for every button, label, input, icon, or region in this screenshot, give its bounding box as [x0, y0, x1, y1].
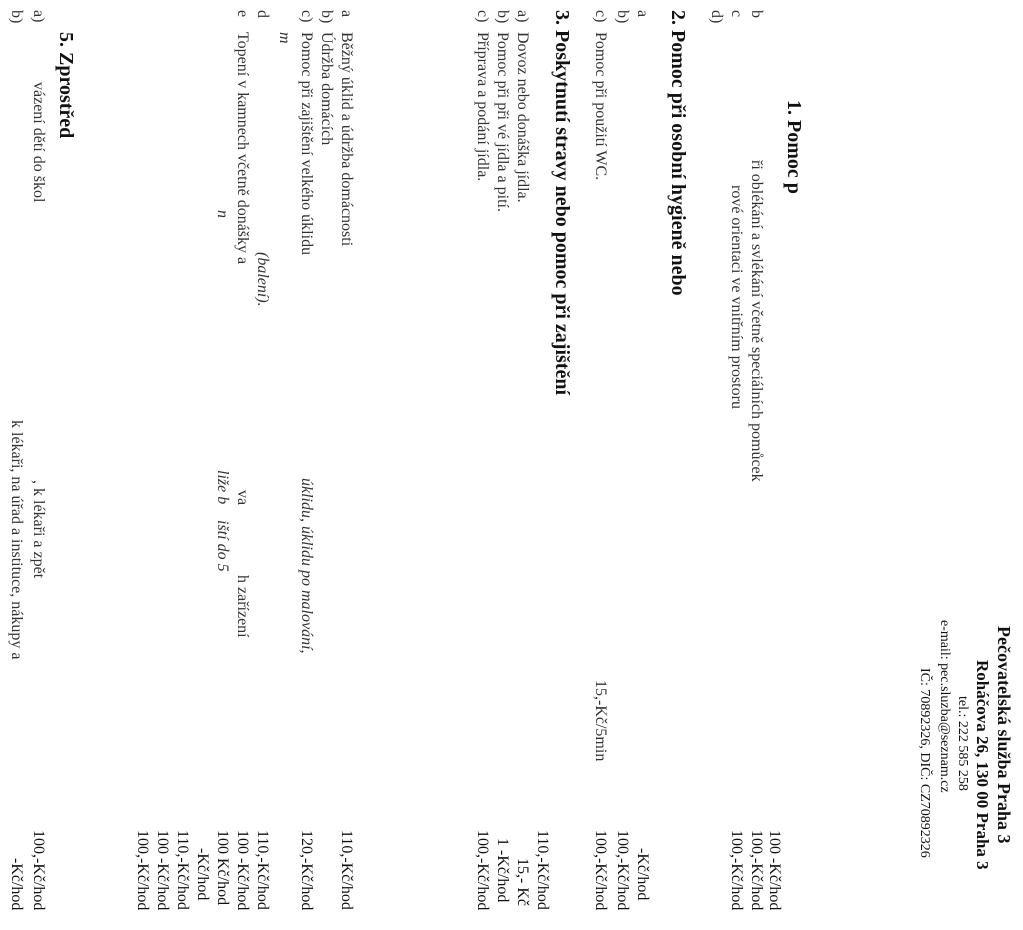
section-5-marker-a: a)	[30, 10, 47, 23]
section-3-title: 3. Poskytnutí stravy nebo pomoc při zajištění	[551, 10, 573, 395]
section-1-price-c: 100,-Kč/hod	[728, 830, 745, 911]
section-1-marker-c: c	[728, 10, 745, 18]
section-1-price-top: 100 -Kč/hod	[766, 830, 783, 911]
section-4-mid-zarizeni: h zařízení	[234, 575, 251, 638]
org-ic: IČ: 70892326, DIČ: CZ70892326	[917, 668, 932, 858]
section-4-item-m: m	[276, 32, 293, 44]
section-3-price-b: 1 -Kč/hod	[494, 838, 511, 903]
section-1-item-c: rové orientaci ve vnitřním prostoru	[728, 185, 745, 409]
section-3-price-a: 15,- Kč	[514, 858, 531, 906]
section-1-title: 1. Pomoc p	[783, 100, 805, 194]
section-3-marker-a: a)	[514, 10, 531, 23]
section-2-marker-b: b)	[614, 10, 631, 24]
section-3-price-c: 100,-Kč/hod	[474, 830, 491, 911]
section-1-item-b: ři oblékání a svlékání včetně speciálních pomůcek	[748, 160, 765, 482]
section-3-marker-c: c)	[474, 10, 491, 23]
section-2-item-c: Pomoc při použití WC.	[592, 32, 609, 181]
section-1-marker-b: b	[748, 10, 765, 18]
section-5-price-a: 100,-Kč/hod	[30, 830, 47, 911]
section-4-price-5: 110,-Kč/hod	[254, 830, 271, 910]
section-4-mid-lize: liže b	[214, 470, 231, 505]
section-4-item-c-extra: úklidu, úklidu po malování,	[298, 478, 315, 654]
section-2-price-b: 100,-Kč/hod	[614, 830, 631, 911]
section-5-item-a: vázení dětí do škol	[30, 82, 47, 203]
section-3-price-top: 110,-Kč/hod	[534, 830, 551, 910]
section-5-title: 5. Zprostřed	[55, 32, 77, 139]
section-3-marker-b: b)	[494, 10, 511, 24]
section-4-price-1: 110,-Kč/hod	[338, 830, 355, 910]
section-4-mid-va: va	[234, 490, 251, 506]
section-3-item-a: Dovoz nebo donáška jídla.	[514, 32, 531, 203]
org-name: Pečovatelská služba Praha 3	[994, 626, 1014, 844]
org-tel: tel.: 222 585 258	[955, 696, 970, 791]
section-4-price-11: 100,-Kč/hod	[134, 830, 151, 911]
org-address: Roháčova 26, 130 00 Praha 3	[973, 660, 992, 870]
section-2-price-a: -Kč/hod	[634, 848, 651, 901]
section-4-item-c: Pomoc při zajištění velkého úklidu	[298, 32, 315, 256]
section-4-item-n: n	[214, 210, 231, 218]
section-4-marker-c: c)	[298, 10, 315, 23]
section-4-item-baleni: (balení).	[254, 252, 271, 307]
section-2-title: 2. Pomoc při osobní hygieně nebo	[667, 10, 689, 296]
section-3-item-c: Příprava a podání jídla.	[474, 32, 491, 182]
section-4-item-b: Údržba domácích	[318, 32, 335, 146]
section-4-price-6: 100 -Kč/hod	[234, 830, 251, 911]
section-3-item-b: Pomoc při při vé jídla a pití.	[494, 32, 511, 212]
section-4-price-3: 120,-Kč/hod	[298, 830, 315, 911]
section-4-marker-d: d	[254, 10, 271, 18]
section-5-mid-a: , k lékaři a zpět	[30, 480, 47, 579]
section-4-price-8: -Kč/hod	[194, 848, 211, 901]
section-4-price-9: 110,-Kč/hod	[174, 830, 191, 910]
section-4-marker-e: e	[234, 10, 251, 18]
section-4-marker-b: b)	[318, 10, 335, 24]
section-1-price-b: 100,-Kč/hod	[748, 830, 765, 911]
section-4-item-a: Běžný úklid a údržba domácnosti	[338, 32, 355, 247]
section-2-price-c: 100,-Kč/hod	[592, 830, 609, 911]
section-1-marker-d: d)	[708, 10, 725, 24]
section-4-item-e: Topení v kamnech včetně donášky a	[234, 32, 251, 265]
section-4-price-7: 100 Kč/hod	[214, 830, 231, 906]
org-email: e-mail: pec.sluzba@seznam.cz	[937, 620, 952, 793]
section-5-marker-b: b)	[8, 10, 25, 24]
section-4-price-10: 100 -Kč/hod	[154, 830, 171, 911]
section-4-marker-a: a	[338, 10, 355, 18]
section-2-marker-c: c)	[592, 10, 609, 23]
section-5-mid-b: k lékaři, na úřad a instituce, nákupy a	[8, 420, 25, 660]
section-2-mid-c: 15,-Kč/5min	[592, 680, 609, 762]
section-4-mid-do5: iští do 5	[214, 520, 231, 572]
section-5-price-b: -Kč/hod	[8, 858, 25, 911]
section-2-marker-a: a	[634, 10, 651, 18]
